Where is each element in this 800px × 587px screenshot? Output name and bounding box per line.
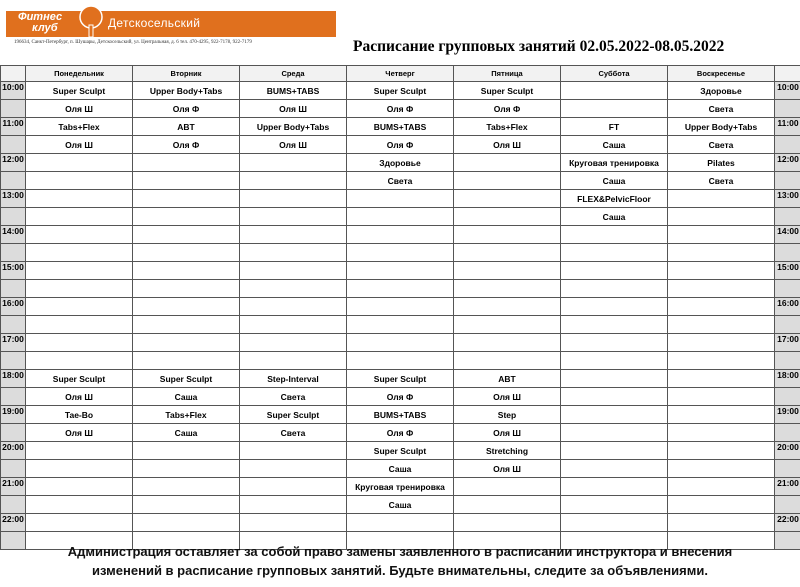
class-name — [26, 334, 133, 352]
class-name: Upper Body+Tabs — [668, 118, 775, 136]
club-address: 196634, Санкт-Петербург, п. Шушары, Детскосельский, ул. Центральная, д. 6 тел. 470-4295, 922-7178, 922-7179 — [14, 40, 252, 45]
time-label-right: 19:00 — [775, 406, 800, 424]
time-label-right: 14:00 — [775, 226, 800, 244]
instructor-name — [240, 244, 347, 262]
class-name — [668, 334, 775, 352]
schedule-row-instructors — [1, 280, 800, 298]
class-name — [454, 478, 561, 496]
instructor-name — [668, 316, 775, 334]
instructor-name: Оля Ш — [26, 100, 133, 118]
class-name — [668, 226, 775, 244]
class-name — [240, 298, 347, 316]
class-name: BUMS+TABS — [347, 406, 454, 424]
class-name — [561, 334, 668, 352]
class-name — [133, 262, 240, 280]
schedule-row — [1, 118, 800, 136]
schedule-row — [1, 334, 800, 352]
class-name — [561, 442, 668, 460]
instructor-name — [133, 460, 240, 478]
class-name — [454, 298, 561, 316]
schedule-row-instructors — [1, 208, 800, 226]
class-name: BUMS+TABS — [347, 118, 454, 136]
instructor-name: Оля Ф — [347, 424, 454, 442]
instructor-name — [240, 352, 347, 370]
instructor-name — [240, 460, 347, 478]
instructor-name — [668, 280, 775, 298]
class-name — [26, 190, 133, 208]
class-name — [26, 514, 133, 532]
class-name — [668, 478, 775, 496]
time-label: 16:00 — [1, 298, 26, 316]
time-label-right: 17:00 — [775, 334, 800, 352]
schedule-row — [1, 226, 800, 244]
instructor-name — [26, 460, 133, 478]
class-name — [347, 190, 454, 208]
schedule-row — [1, 262, 800, 280]
time-spacer — [1, 136, 26, 154]
time-spacer — [1, 280, 26, 298]
time-label-right: 10:00 — [775, 82, 800, 100]
class-name: Tae-Bo — [26, 406, 133, 424]
schedule-row-instructors — [1, 100, 800, 118]
instructor-name: Оля Ф — [347, 388, 454, 406]
class-name — [668, 514, 775, 532]
time-spacer-right — [775, 172, 800, 190]
instructor-name: Света — [240, 424, 347, 442]
class-name — [454, 190, 561, 208]
class-name — [240, 154, 347, 172]
class-name — [240, 442, 347, 460]
schedule-row-instructors — [1, 244, 800, 262]
instructor-name: Оля Ф — [454, 100, 561, 118]
instructor-name — [347, 208, 454, 226]
time-label-right: 15:00 — [775, 262, 800, 280]
instructor-name — [668, 388, 775, 406]
time-spacer-right — [775, 388, 800, 406]
schedule-row — [1, 406, 800, 424]
class-name: Upper Body+Tabs — [133, 82, 240, 100]
class-name — [561, 514, 668, 532]
class-name: Super Sculpt — [454, 82, 561, 100]
schedule-row-instructors — [1, 136, 800, 154]
class-name — [668, 406, 775, 424]
schedule-row — [1, 298, 800, 316]
class-name: Круговая тренировка — [561, 154, 668, 172]
time-label-right: 13:00 — [775, 190, 800, 208]
logo-club-name: Детскосельский — [108, 16, 201, 30]
instructor-name: Света — [240, 388, 347, 406]
time-spacer-right — [775, 100, 800, 118]
time-spacer — [1, 460, 26, 478]
instructor-name — [454, 208, 561, 226]
schedule-row-instructors — [1, 496, 800, 514]
class-name — [133, 478, 240, 496]
class-name — [454, 334, 561, 352]
instructor-name: Оля Ф — [347, 136, 454, 154]
instructor-name — [454, 496, 561, 514]
schedule-row — [1, 514, 800, 532]
time-label-right: 22:00 — [775, 514, 800, 532]
instructor-name: Оля Ш — [26, 424, 133, 442]
day-header: Среда — [240, 66, 347, 82]
class-name — [561, 298, 668, 316]
day-header: Воскресенье — [668, 66, 775, 82]
class-name — [26, 298, 133, 316]
instructor-name: Саша — [347, 460, 454, 478]
schedule-row — [1, 82, 800, 100]
class-name: ABT — [133, 118, 240, 136]
instructor-name — [561, 100, 668, 118]
class-name: Stretching — [454, 442, 561, 460]
class-name: Super Sculpt — [240, 406, 347, 424]
logo-line1: Фитнес — [18, 11, 63, 23]
class-name: Super Sculpt — [347, 82, 454, 100]
day-header: Пятница — [454, 66, 561, 82]
instructor-name — [454, 172, 561, 190]
time-label: 19:00 — [1, 406, 26, 424]
instructor-name: Оля Ф — [347, 100, 454, 118]
class-name: Tabs+Flex — [454, 118, 561, 136]
time-spacer — [1, 172, 26, 190]
instructor-name: Света — [347, 172, 454, 190]
class-name: Super Sculpt — [133, 370, 240, 388]
time-label-right: 20:00 — [775, 442, 800, 460]
class-name — [26, 442, 133, 460]
class-name: Upper Body+Tabs — [240, 118, 347, 136]
instructor-name: Оля Ш — [454, 460, 561, 478]
header-row — [1, 66, 800, 82]
time-spacer-right — [775, 208, 800, 226]
footer-notice — [0, 542, 800, 580]
instructor-name — [561, 460, 668, 478]
instructor-name — [26, 280, 133, 298]
class-name: Step — [454, 406, 561, 424]
instructor-name: Оля Ш — [240, 136, 347, 154]
time-spacer — [1, 496, 26, 514]
schedule-row-instructors — [1, 316, 800, 334]
schedule-row — [1, 154, 800, 172]
instructor-name — [347, 352, 454, 370]
instructor-name — [240, 316, 347, 334]
schedule-row — [1, 190, 800, 208]
class-name — [240, 262, 347, 280]
time-spacer — [1, 352, 26, 370]
instructor-name — [26, 244, 133, 262]
instructor-name — [240, 172, 347, 190]
time-spacer-right — [775, 460, 800, 478]
class-name — [561, 262, 668, 280]
class-name — [26, 154, 133, 172]
footer-line2: изменений в расписание групповых занятий. Будьте внимательны, следите за объявлениями. — [92, 563, 708, 578]
class-name — [26, 226, 133, 244]
class-name — [561, 226, 668, 244]
instructor-name: Саша — [561, 136, 668, 154]
class-name — [133, 514, 240, 532]
class-name: Tabs+Flex — [26, 118, 133, 136]
class-name — [668, 298, 775, 316]
time-label: 10:00 — [1, 82, 26, 100]
instructor-name: Оля Ш — [454, 424, 561, 442]
instructor-name — [133, 244, 240, 262]
class-name — [454, 226, 561, 244]
instructor-name — [133, 208, 240, 226]
time-spacer-right — [775, 244, 800, 262]
day-header: Понедельник — [26, 66, 133, 82]
time-spacer — [1, 388, 26, 406]
class-name — [668, 262, 775, 280]
instructor-name — [561, 388, 668, 406]
schedule-table — [0, 65, 800, 550]
instructor-name — [26, 352, 133, 370]
instructor-name — [668, 208, 775, 226]
time-spacer-right — [775, 136, 800, 154]
time-header-left — [1, 66, 26, 82]
instructor-name: Саша — [347, 496, 454, 514]
instructor-name — [454, 280, 561, 298]
instructor-name — [454, 352, 561, 370]
instructor-name — [133, 280, 240, 298]
instructor-name: Оля Ш — [240, 100, 347, 118]
instructor-name — [668, 244, 775, 262]
class-name — [133, 442, 240, 460]
instructor-name: Саша — [133, 388, 240, 406]
schedule-row-instructors — [1, 424, 800, 442]
time-label: 13:00 — [1, 190, 26, 208]
class-name — [240, 334, 347, 352]
class-name: Step-Interval — [240, 370, 347, 388]
class-name: BUMS+TABS — [240, 82, 347, 100]
class-name: Круговая тренировка — [347, 478, 454, 496]
time-label-right: 11:00 — [775, 118, 800, 136]
club-logo — [6, 5, 336, 39]
schedule-row — [1, 442, 800, 460]
time-label: 21:00 — [1, 478, 26, 496]
class-name — [561, 370, 668, 388]
class-name — [347, 226, 454, 244]
class-name — [347, 298, 454, 316]
time-label: 14:00 — [1, 226, 26, 244]
time-spacer-right — [775, 496, 800, 514]
instructor-name — [26, 208, 133, 226]
class-name — [454, 154, 561, 172]
class-name — [240, 478, 347, 496]
class-name — [133, 298, 240, 316]
instructor-name: Оля Ф — [133, 100, 240, 118]
class-name: Super Sculpt — [347, 442, 454, 460]
day-header: Четверг — [347, 66, 454, 82]
day-header: Суббота — [561, 66, 668, 82]
time-spacer-right — [775, 280, 800, 298]
instructor-name — [133, 172, 240, 190]
class-name — [240, 190, 347, 208]
schedule-row-instructors — [1, 388, 800, 406]
instructor-name — [561, 316, 668, 334]
instructor-name — [561, 352, 668, 370]
class-name — [561, 82, 668, 100]
schedule-row — [1, 478, 800, 496]
footer-line1: Администрация оставляет за собой право замены заявленного в расписании инструктора и внесения — [67, 544, 733, 559]
instructor-name: Саша — [133, 424, 240, 442]
class-name — [133, 154, 240, 172]
instructor-name — [133, 496, 240, 514]
instructor-name — [561, 280, 668, 298]
instructor-name — [347, 316, 454, 334]
tree-icon — [74, 5, 108, 39]
time-spacer — [1, 316, 26, 334]
instructor-name: Саша — [561, 208, 668, 226]
class-name — [347, 262, 454, 280]
day-header: Вторник — [133, 66, 240, 82]
instructor-name — [454, 316, 561, 334]
instructor-name — [454, 244, 561, 262]
class-name — [347, 334, 454, 352]
class-name: Pilates — [668, 154, 775, 172]
instructor-name: Оля Ш — [454, 136, 561, 154]
time-label: 20:00 — [1, 442, 26, 460]
instructor-name — [133, 316, 240, 334]
instructor-name: Света — [668, 100, 775, 118]
time-label: 17:00 — [1, 334, 26, 352]
class-name: Здоровье — [347, 154, 454, 172]
instructor-name: Оля Ш — [454, 388, 561, 406]
instructor-name: Света — [668, 172, 775, 190]
instructor-name — [240, 280, 347, 298]
instructor-name: Оля Ф — [133, 136, 240, 154]
class-name — [133, 190, 240, 208]
instructor-name — [561, 244, 668, 262]
instructor-name — [668, 424, 775, 442]
class-name — [454, 262, 561, 280]
time-spacer — [1, 244, 26, 262]
time-label-right: 21:00 — [775, 478, 800, 496]
class-name: FT — [561, 118, 668, 136]
time-label: 15:00 — [1, 262, 26, 280]
class-name: Tabs+Flex — [133, 406, 240, 424]
class-name — [561, 478, 668, 496]
class-name: Super Sculpt — [26, 370, 133, 388]
time-label-right: 18:00 — [775, 370, 800, 388]
class-name: Super Sculpt — [26, 82, 133, 100]
class-name: Здоровье — [668, 82, 775, 100]
class-name — [347, 514, 454, 532]
class-name: Super Sculpt — [347, 370, 454, 388]
instructor-name — [26, 316, 133, 334]
class-name — [668, 370, 775, 388]
class-name — [133, 334, 240, 352]
time-label: 12:00 — [1, 154, 26, 172]
instructor-name — [133, 352, 240, 370]
logo-fitness-text — [18, 12, 62, 34]
page-title: Расписание групповых занятий 02.05.2022-08.05.2022 — [353, 38, 725, 55]
class-name — [240, 514, 347, 532]
schedule-row-instructors — [1, 352, 800, 370]
class-name — [561, 406, 668, 424]
instructor-name: Саша — [561, 172, 668, 190]
time-label: 11:00 — [1, 118, 26, 136]
time-spacer — [1, 208, 26, 226]
time-spacer-right — [775, 316, 800, 334]
time-label: 22:00 — [1, 514, 26, 532]
schedule-row-instructors — [1, 460, 800, 478]
class-name — [133, 226, 240, 244]
instructor-name — [668, 496, 775, 514]
class-name — [668, 190, 775, 208]
class-name: ABT — [454, 370, 561, 388]
time-label-right: 16:00 — [775, 298, 800, 316]
time-header-right — [775, 66, 800, 82]
class-name — [26, 262, 133, 280]
instructor-name: Оля Ш — [26, 388, 133, 406]
instructor-name — [347, 280, 454, 298]
schedule-row-instructors — [1, 172, 800, 190]
class-name — [26, 478, 133, 496]
time-label: 18:00 — [1, 370, 26, 388]
instructor-name — [240, 496, 347, 514]
class-name — [668, 442, 775, 460]
class-name — [240, 226, 347, 244]
instructor-name — [26, 496, 133, 514]
time-spacer-right — [775, 424, 800, 442]
time-spacer-right — [775, 352, 800, 370]
instructor-name — [347, 244, 454, 262]
time-label-right: 12:00 — [775, 154, 800, 172]
instructor-name — [240, 208, 347, 226]
class-name — [454, 514, 561, 532]
instructor-name: Оля Ш — [26, 136, 133, 154]
instructor-name — [668, 352, 775, 370]
time-spacer — [1, 100, 26, 118]
logo-line2: клуб — [32, 22, 58, 34]
instructor-name — [26, 172, 133, 190]
class-name: FLEX&PelvicFloor — [561, 190, 668, 208]
instructor-name: Света — [668, 136, 775, 154]
instructor-name — [668, 460, 775, 478]
instructor-name — [561, 496, 668, 514]
instructor-name — [561, 424, 668, 442]
schedule-row — [1, 370, 800, 388]
time-spacer — [1, 424, 26, 442]
